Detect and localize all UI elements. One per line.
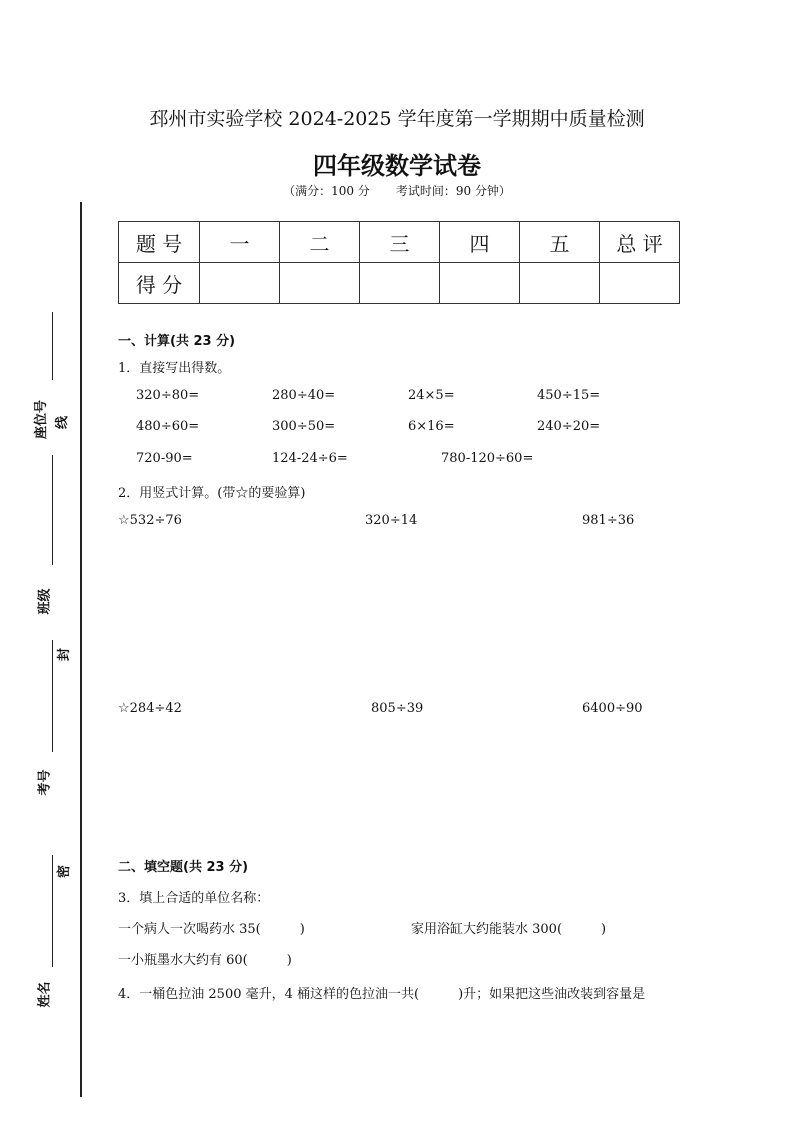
score-cell: 四 [440,222,520,263]
full-score: （满分：100 分 [283,184,370,198]
xian-label: 线 [55,415,71,430]
section1-heading: 一、计算(共 23 分) [118,334,236,349]
score-input-cell[interactable] [440,263,520,304]
oral-exercise: 480÷60= [136,419,200,434]
oral-exercise: 280÷40= [272,388,336,403]
score-cell: 五 [520,222,600,263]
vertical-exercise: 6400÷90 [582,701,643,716]
section2-heading: 二、填空题(共 23 分) [118,860,249,875]
score-cell: 题 号 [119,222,200,263]
oral-exercise: 720-90= [136,451,193,466]
question-3b: 家用浴缸大约能装水 300( ) [411,922,607,937]
exam-no-label: 考号 [37,769,53,796]
score-input-cell[interactable] [280,263,360,304]
score-table-header-row [119,222,680,263]
score-input-cell[interactable] [520,263,600,304]
score-cell: 二 [280,222,360,263]
oral-exercise: 24×5= [408,388,455,403]
oral-exercise: 450÷15= [537,388,601,403]
score-input-cell[interactable] [600,263,680,304]
name-fill-line [52,855,53,967]
score-cell: 总 评 [600,222,680,263]
question-1: 1．直接写出得数。 [118,361,231,376]
score-cell: 一 [200,222,280,263]
binding-line [80,202,82,1097]
question-3: 3．填上合适的单位名称： [118,891,270,906]
name-label: 姓名 [37,981,53,1008]
score-table-score-row [119,263,680,304]
vertical-exercise: ☆532÷76 [118,513,182,528]
vertical-exercise: 981÷36 [582,513,635,528]
oral-exercise: 320÷80= [136,388,200,403]
question-4: 4．一桶色拉油 2500 毫升，4 桶这样的色拉油一共( )升；如果把这些油改装到容量是 [118,987,646,1002]
score-cell: 三 [360,222,440,263]
oral-exercise: 300÷50= [272,419,336,434]
class-fill-line [52,455,53,565]
oral-exercise: 780-120÷60= [441,451,534,466]
mi-label: 密 [57,864,73,879]
exam-time: 考试时间：90 分钟） [395,184,511,198]
feng-label: 封 [57,647,73,662]
question-3c: 一小瓶墨水大约有 60( ) [118,953,292,968]
question-3a: 一个病人一次喝药水 35( ) [118,922,305,937]
score-input-cell[interactable] [200,263,280,304]
score-input-cell[interactable] [360,263,440,304]
oral-exercise: 124-24÷6= [272,451,348,466]
vertical-exercise: 805÷39 [371,701,424,716]
score-row-label: 得 分 [119,263,200,304]
school-heading: 邳州市实验学校 2024-2025 学年度第一学期期中质量检测 [149,108,645,130]
exam-info [0,182,794,199]
oral-exercise: 240÷20= [537,419,601,434]
page-title: 四年级数学试卷 [313,152,481,180]
vertical-exercise: ☆284÷42 [118,701,182,716]
seat-label: 座位号 [34,399,50,440]
score-table [118,221,680,304]
vertical-exercise: 320÷14 [365,513,418,528]
exam-no-fill-line [52,640,53,752]
class-label: 班级 [37,588,53,615]
seat-fill-line [52,312,53,380]
oral-exercise: 6×16= [408,419,455,434]
question-2: 2．用竖式计算。(带☆的要验算) [118,486,306,501]
